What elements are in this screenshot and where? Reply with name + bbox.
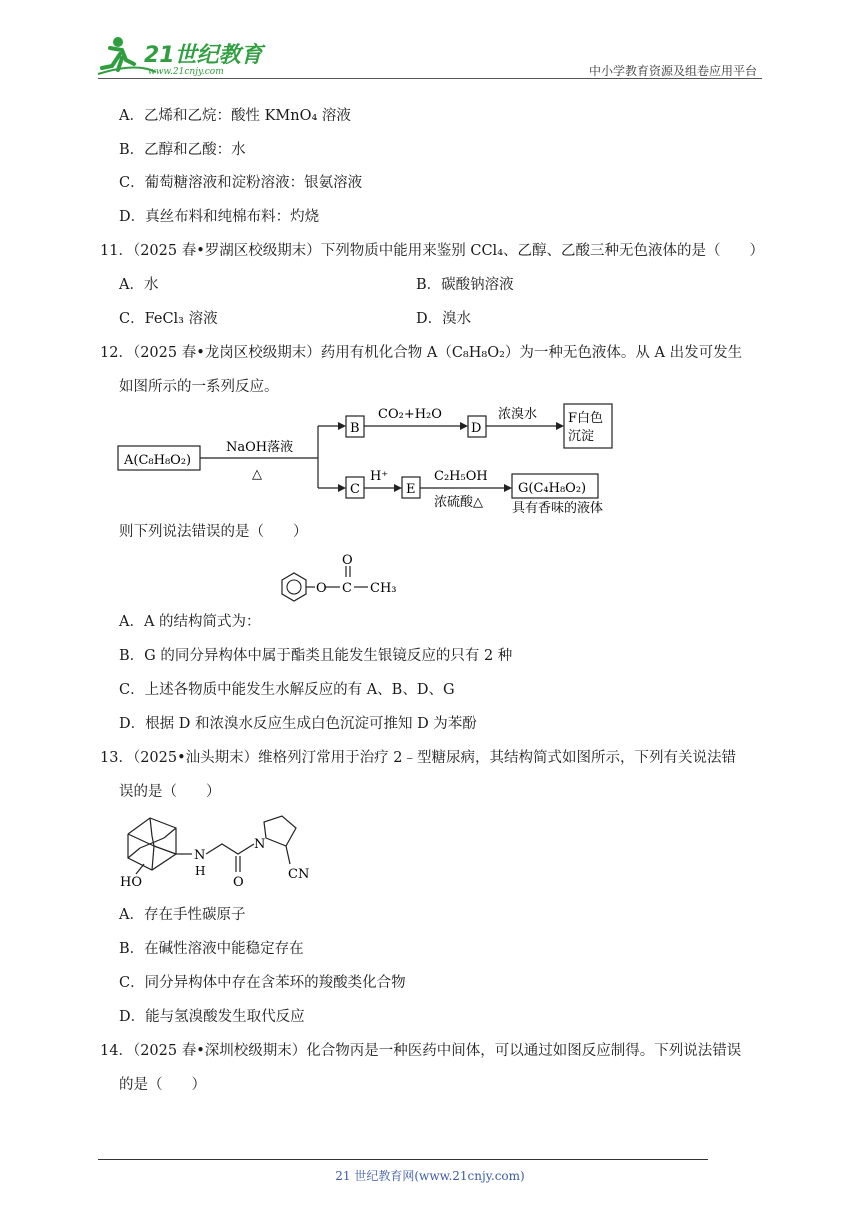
bond-ho	[136, 864, 144, 874]
label-c-carbonyl: C	[342, 581, 352, 596]
label-n-amine: N	[194, 848, 206, 863]
q10-option-a: A．乙烯和乙烷：酸性 KMnO₄ 溶液	[119, 108, 351, 124]
q10-option-b: B．乙醇和乙酸：水	[119, 142, 246, 158]
phenyl-acetate-structure	[258, 552, 408, 614]
label-cn: CN	[288, 867, 310, 882]
label-g-note: 具有香味的液体	[512, 501, 604, 516]
q13-option-a: A．存在手性碳原子	[119, 907, 246, 923]
label-hplus: H⁺	[370, 469, 389, 484]
benzene-circle	[287, 580, 301, 594]
label-d: D	[471, 421, 482, 436]
label-f-line2: 沉淀	[568, 429, 595, 444]
q12-option-b: B．G 的同分异构体中属于酯类且能发生银镜反应的只有 2 种	[119, 648, 513, 664]
q12-question: 则下列说法错误的是（ ）	[119, 524, 308, 540]
label-n-ring: N	[254, 837, 266, 852]
arrowhead-f	[556, 422, 564, 430]
label-naoh: NaOH落液	[226, 440, 294, 455]
q12-option-a: A．A 的结构简式为：	[119, 614, 261, 630]
label-bromine: 浓溴水	[498, 407, 538, 422]
label-e: E	[406, 482, 416, 497]
bond-cn	[286, 846, 290, 864]
label-co2: CO₂+H₂O	[378, 407, 442, 422]
bond-chain	[206, 844, 254, 854]
benzene-ring	[282, 573, 306, 601]
q12-stem-line1: 12．（2025 春•龙岗区校级期末）药用有机化合物 A（C₈H₈O₂）为一种无色液体。从 A 出发可发生	[100, 345, 743, 361]
q12-option-d: D．根据 D 和浓溴水反应生成白色沉淀可推知 D 为苯酚	[119, 716, 477, 732]
q14-stem-line2: 的是（ ）	[119, 1077, 206, 1093]
label-o-ester: O	[316, 581, 327, 596]
q12-option-c: C．上述各物质中能发生水解反应的有 A、B、D、G	[119, 682, 455, 698]
q11-option-a: A．水	[119, 277, 159, 293]
label-h-amine: H	[195, 864, 206, 878]
label-ho: HO	[120, 875, 142, 890]
q10-option-c: C．葡萄糖溶液和淀粉溶液：银氨溶液	[119, 175, 363, 191]
arrowhead-d	[460, 422, 468, 430]
arrowhead-c	[338, 484, 346, 492]
runner-logo-icon	[96, 34, 266, 78]
label-ethanol: C₂H₅OH	[434, 469, 488, 484]
label-g: G(C₄H₈O₂)	[518, 481, 587, 496]
q11-option-b: B．碳酸钠溶液	[416, 277, 514, 293]
header-logo	[96, 34, 266, 78]
q12-stem-line2: 如图所示的一系列反应。	[119, 379, 279, 395]
q11-option-c: C．FeCl₃ 溶液	[119, 311, 218, 327]
q13-option-b: B．在碱性溶液中能稳定存在	[119, 941, 304, 957]
header-platform-text: 中小学教育资源及组卷应用平台	[588, 64, 757, 78]
label-acid: 浓硫酸△	[434, 495, 483, 510]
label-a: A(C₈H₈O₂)	[124, 453, 192, 468]
label-o-carbonyl: O	[342, 553, 353, 568]
label-o: O	[233, 875, 244, 890]
label-f-line1: F白色	[568, 411, 604, 426]
q13-option-c: C．同分异构体中存在含苯环的羧酸类化合物	[119, 975, 406, 991]
arrowhead-b	[338, 422, 346, 430]
arrowhead-g	[504, 484, 512, 492]
footer-divider	[98, 1159, 708, 1160]
logo-title: 21世纪教育	[144, 43, 263, 68]
q11-option-d: D．溴水	[416, 311, 472, 327]
adamantane-cage	[128, 818, 176, 870]
q10-option-d: D．真丝布料和纯棉布料：灼烧	[119, 209, 320, 225]
header-divider	[98, 78, 762, 79]
label-b: B	[350, 421, 360, 436]
pyrrolidine-ring	[264, 816, 296, 846]
arrowhead-e	[394, 484, 402, 492]
q14-stem-line1: 14．（2025 春•深圳校级期末）化合物丙是一种医药中间体，可以通过如图反应制得。下列说法错误	[100, 1043, 742, 1059]
vildagliptin-structure	[114, 808, 324, 894]
label-c: C	[350, 482, 360, 497]
logo-url: www.21cnjy.com	[148, 67, 224, 77]
q13-stem-line2: 误的是（ ）	[119, 784, 221, 800]
q13-option-d: D．能与氢溴酸发生取代反应	[119, 1009, 305, 1025]
q11-stem: 11．（2025 春•罗湖区校级期末）下列物质中能用来鉴别 CCl₄、乙醇、乙酸三种无色液体的是（ ）	[100, 243, 765, 259]
q13-stem-line1: 13．（2025•汕头期末）维格列汀常用于治疗 2﹣型糖尿病，其结构简式如图所示，下列有关说法错	[100, 750, 736, 766]
label-ch3: CH₃	[370, 581, 397, 596]
footer-text: 21 世纪教育网(www.21cnjy.com)	[335, 1169, 525, 1183]
label-delta: △	[252, 467, 262, 482]
q12-reaction-scheme	[116, 398, 626, 520]
